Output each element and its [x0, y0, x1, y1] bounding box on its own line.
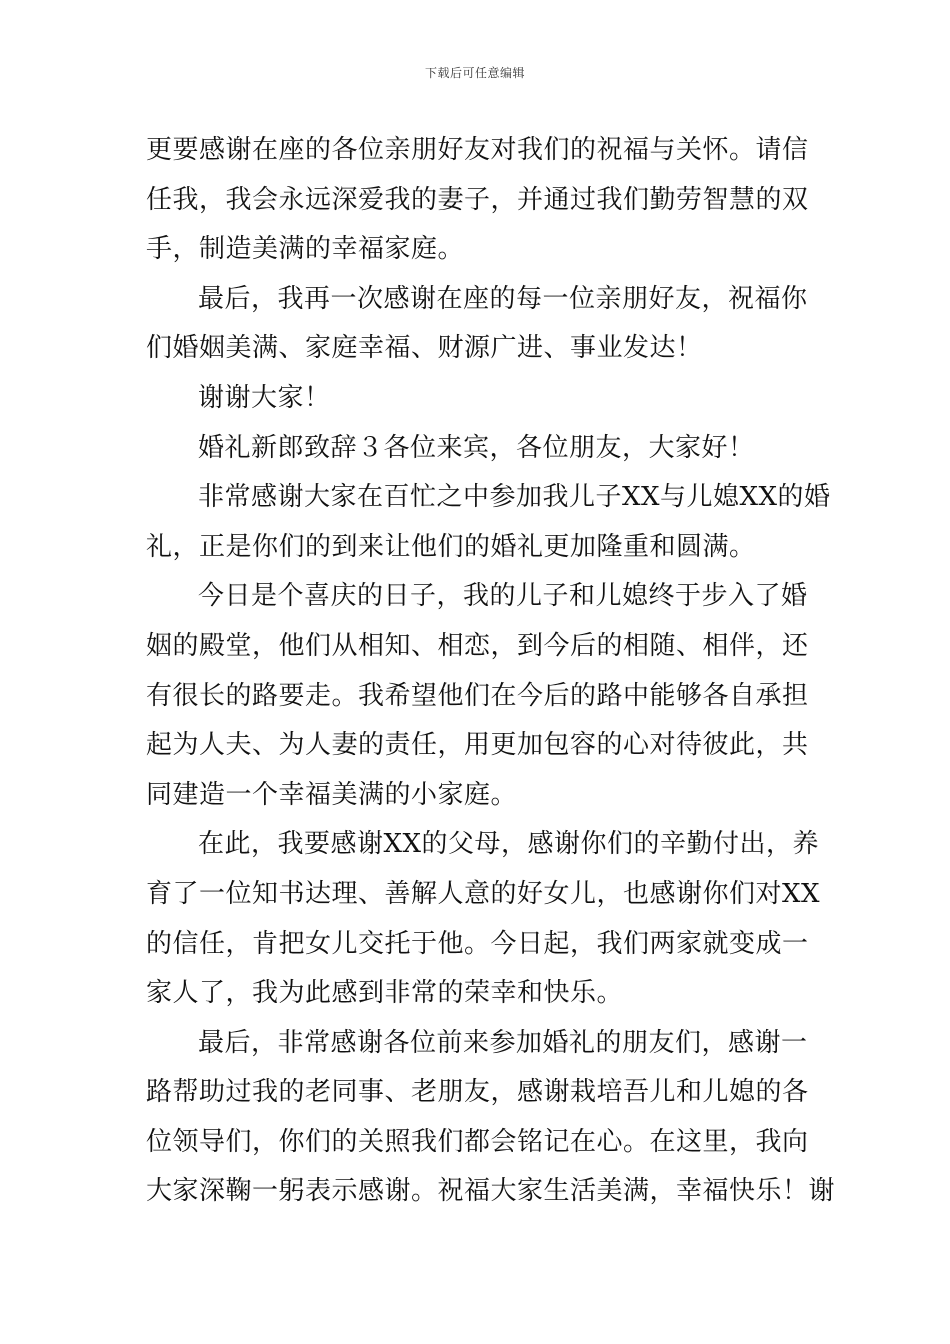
paragraph-start-line: 在此，我要感谢XX的父母，感谢你们的辛勤付出，养 — [198, 829, 820, 860]
text-line: 们婚姻美满、家庭幸福、财源广进、事业发达！ — [146, 333, 703, 364]
text-line: 任我，我会永远深爱我的妻子，并通过我们勤劳智慧的双 — [146, 184, 809, 215]
paragraph-start-line: 谢谢大家！ — [198, 382, 331, 413]
text-line: 起为人夫、为人妻的责任，用更加包容的心对待彼此，共 — [146, 730, 809, 761]
document-body — [146, 126, 836, 1217]
text-line: 大家深鞠一躬表示感谢。祝福大家生活美满，幸福快乐！谢 — [146, 1176, 836, 1207]
text-line: 位领导们，你们的关照我们都会铭记在心。在这里，我向 — [146, 1126, 809, 1157]
text-line: 同建造一个幸福美满的小家庭。 — [146, 779, 518, 810]
text-line: 路帮助过我的老同事、老朋友，感谢栽培吾儿和儿媳的各 — [146, 1077, 809, 1108]
paragraph-start-line: 最后，我再一次感谢在座的每一位亲朋好友，祝福你 — [198, 283, 808, 314]
paragraph-start-line: 非常感谢大家在百忙之中参加我儿子XX与儿媳XX的婚 — [198, 482, 831, 513]
text-line: 的信任，肯把女儿交托于他。今日起，我们两家就变成一 — [146, 928, 809, 959]
paragraph-start-line: 最后，非常感谢各位前来参加婚礼的朋友们，感谢一 — [198, 1027, 808, 1058]
paragraph-start-line: 婚礼新郎致辞３各位来宾，各位朋友，大家好！ — [198, 432, 755, 463]
text-line: 手，制造美满的幸福家庭。 — [146, 234, 465, 265]
text-line: 更要感谢在座的各位亲朋好友对我们的祝福与关怀。请信 — [146, 135, 809, 165]
text-line: 礼，正是你们的到来让他们的婚礼更加隆重和圆满。 — [146, 531, 756, 562]
text-line: 有很长的路要走。我希望他们在今后的路中能够各自承担 — [146, 680, 809, 711]
text-line: 家人了，我为此感到非常的荣幸和快乐。 — [146, 978, 624, 1009]
page-header: 下载后可任意编辑 — [424, 66, 525, 80]
text-line: 育了一位知书达理、善解人意的好女儿，也感谢你们对XX — [146, 878, 821, 909]
paragraph-start-line: 今日是个喜庆的日子，我的儿子和儿媳终于步入了婚 — [198, 581, 808, 612]
text-line: 姻的殿堂，他们从相知、相恋，到今后的相随、相伴，还 — [146, 630, 809, 661]
